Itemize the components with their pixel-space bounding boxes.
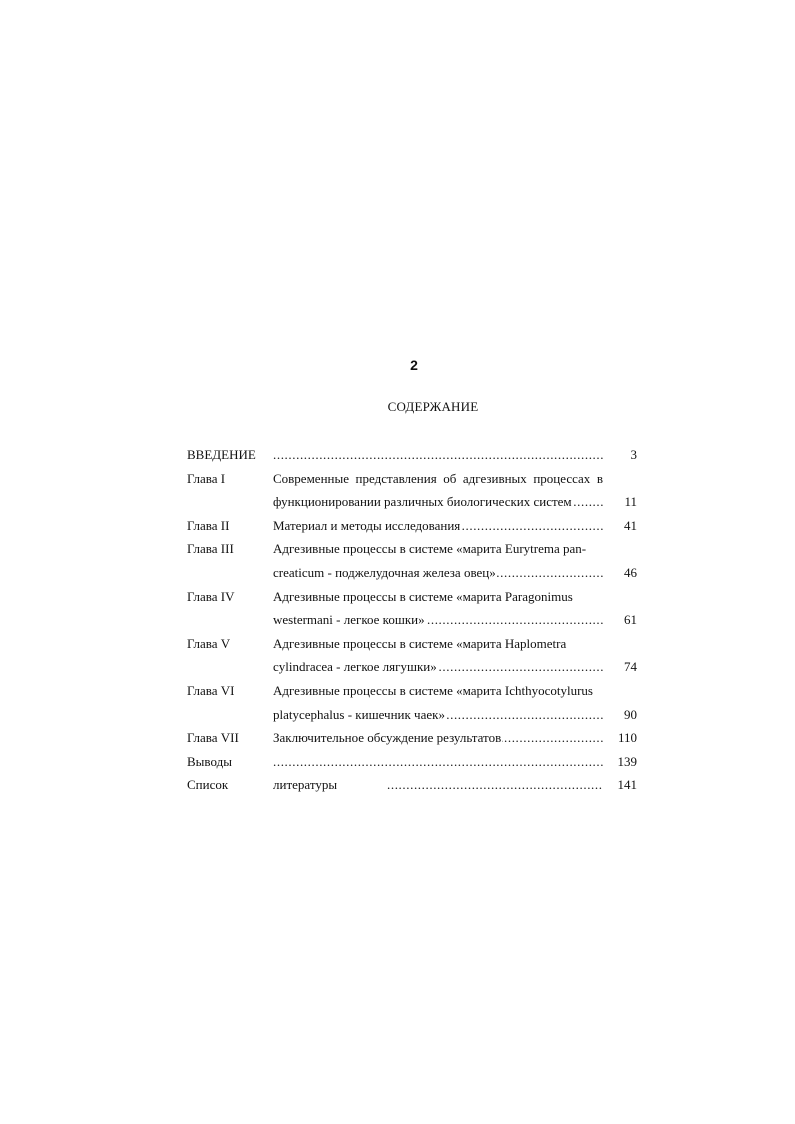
toc-text: westermani - легкое кошки» <box>273 612 425 628</box>
toc-entry-ch4[interactable] <box>187 585 637 609</box>
toc-entry-ch4-cont[interactable] <box>187 608 637 632</box>
toc-text: Адгезивные процессы в системе «марита Haplometra <box>273 635 567 651</box>
toc-page: 41 <box>624 517 637 533</box>
toc-text: Адгезивные процессы в системе «марита Ichthyocotylurus <box>273 682 593 698</box>
toc-entry-ch5[interactable] <box>187 632 637 656</box>
toc-entry-ch1-cont[interactable] <box>187 490 637 514</box>
dot-leader <box>273 750 603 774</box>
toc-entry-conclusions[interactable] <box>187 750 637 774</box>
toc-text: функционировании различных биологических систем <box>273 494 572 510</box>
toc-entry-ch2[interactable] <box>187 514 637 538</box>
toc-entry-ch7[interactable] <box>187 726 637 750</box>
toc-text: cylindracea - легкое лягушки» <box>273 659 437 675</box>
toc-page: 61 <box>624 612 637 628</box>
toc-entry-intro[interactable] <box>187 443 637 467</box>
toc-text: platycephalus - кишечник чаек» <box>273 706 445 722</box>
toc-entry-references[interactable] <box>187 773 637 797</box>
toc-entry-ch5-cont[interactable] <box>187 655 637 679</box>
toc-label: Глава IV <box>187 588 235 604</box>
toc-text: Современные представления об адгезивных процессах в <box>273 470 603 486</box>
toc-label: Глава VI <box>187 682 235 698</box>
toc-label: Выводы <box>187 753 232 769</box>
toc-label: Глава VII <box>187 730 239 746</box>
dot-leader <box>387 773 603 797</box>
dot-leader <box>273 443 603 467</box>
toc-entry-ch1[interactable] <box>187 467 637 491</box>
toc-label: Глава III <box>187 541 234 557</box>
page-number: 2 <box>410 357 418 373</box>
toc-entry-ch3[interactable] <box>187 537 637 561</box>
toc-label: ВВЕДЕНИЕ <box>187 447 256 462</box>
toc-entry-ch6[interactable] <box>187 679 637 703</box>
toc-page: 11 <box>624 494 637 510</box>
toc-page: 141 <box>617 777 637 793</box>
toc-title: СОДЕРЖАНИЕ <box>387 399 479 414</box>
toc-text: Материал и методы исследования <box>273 517 461 533</box>
toc-label: Глава II <box>187 517 230 533</box>
toc-entry-ch3-cont[interactable] <box>187 561 637 585</box>
toc-label: Глава I <box>187 470 226 486</box>
toc-page: 139 <box>617 753 637 769</box>
toc-label: Глава V <box>187 635 231 651</box>
toc-entry-ch6-cont[interactable] <box>187 703 637 727</box>
toc-page: 90 <box>624 706 637 722</box>
toc-page: 110 <box>617 730 637 746</box>
toc-label: Список <box>187 777 229 793</box>
toc-text: Адгезивные процессы в системе «марита Paragonimus <box>273 588 573 604</box>
toc-page: 46 <box>624 564 637 580</box>
toc-text: Адгезивные процессы в системе «марита Eurytrema pan- <box>273 541 587 557</box>
toc-text: Заключительное обсуждение результатов <box>273 730 502 746</box>
table-of-contents <box>187 443 637 797</box>
toc-text: creaticum - поджелудочная железа овец» <box>273 564 496 580</box>
toc-page: 74 <box>624 659 637 675</box>
toc-page: 3 <box>630 447 637 462</box>
toc-text: литературы <box>273 777 338 793</box>
